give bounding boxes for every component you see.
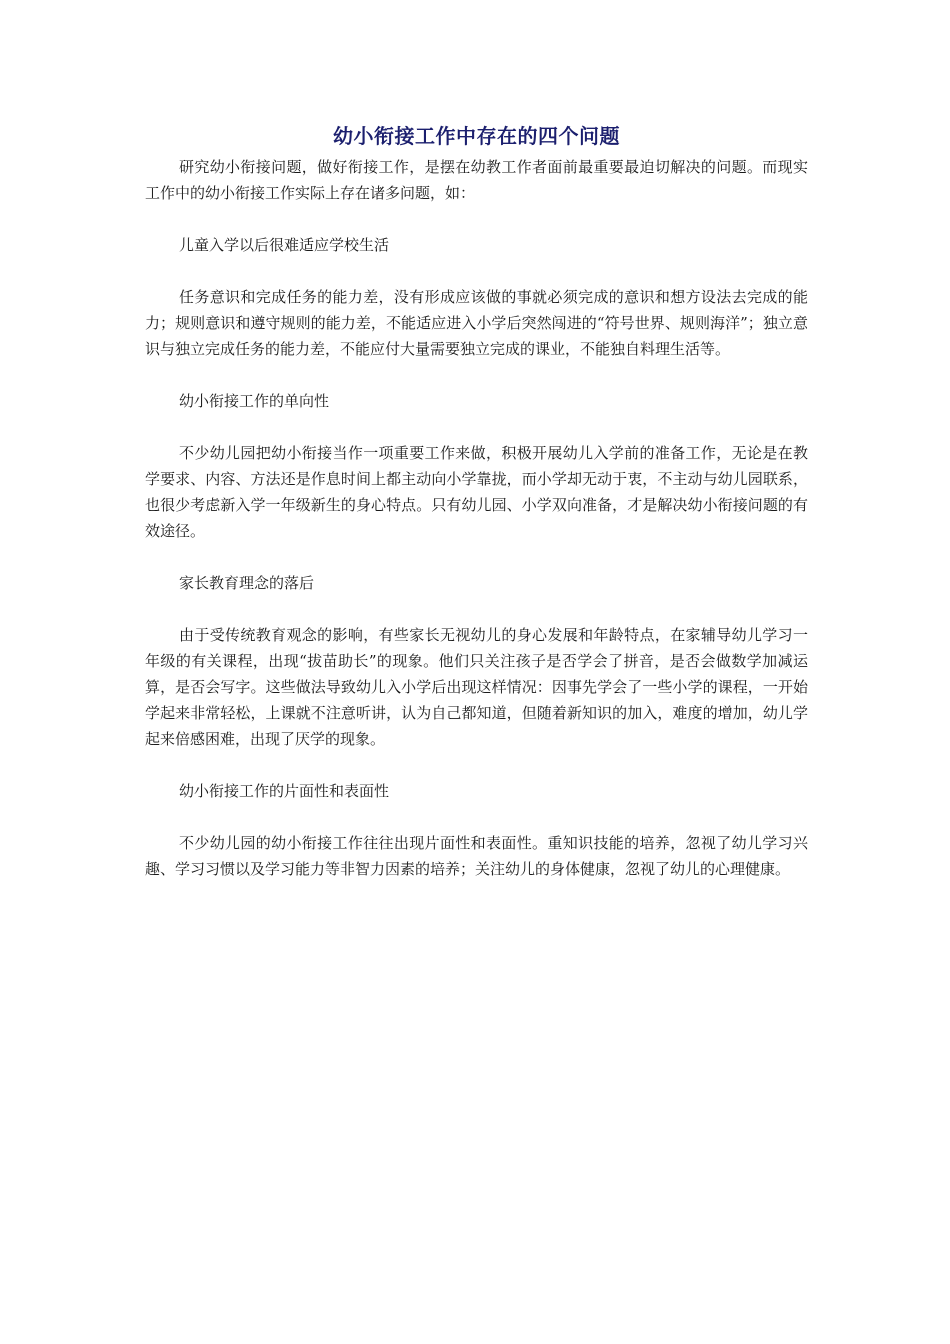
spacer	[145, 362, 808, 388]
section-body-1: 任务意识和完成任务的能力差，没有形成应该做的事就必须完成的意识和想方设法去完成的能力；规则意识和遵守规则的能力差，不能适应进入小学后突然闯进的“符号世界、规则海洋”；独立意识与独立完成任务的能力差，不能应付大量需要独立完成的课业，不能独自料理生活等。	[145, 288, 808, 358]
section-heading-2: 幼小衔接工作的单向性	[179, 392, 330, 410]
section-heading-1: 儿童入学以后很难适应学校生活	[179, 236, 390, 254]
spacer	[145, 752, 808, 778]
section-heading-4: 幼小衔接工作的片面性和表面性	[179, 782, 390, 800]
spacer	[145, 544, 808, 570]
section-body-3: 由于受传统教育观念的影响，有些家长无视幼儿的身心发展和年龄特点，在家辅导幼儿学习一年级的有关课程，出现“拔苗助长”的现象。他们只关注孩子是否学会了拼音，是否会做数学加减运算，是否会写字。这些做法导致幼儿入小学后出现这样情况：因事先学会了一些小学的课程，一开始学起来非常轻松，上课就不注意听讲，认为自己都知道，但随着新知识的加入，难度的增加，幼儿学起来倍感困难，出现了厌学的现象。	[145, 626, 808, 748]
spacer	[145, 414, 808, 440]
spacer	[145, 804, 808, 830]
section-heading-3: 家长教育理念的落后	[179, 574, 315, 592]
intro-paragraph: 研究幼小衔接问题，做好衔接工作，是摆在幼教工作者面前最重要最迫切解决的问题。而现实工作中的幼小衔接工作实际上存在诸多问题，如：	[145, 158, 808, 202]
spacer	[145, 596, 808, 622]
spacer	[145, 206, 808, 232]
document-page	[145, 118, 808, 882]
section-body-4: 不少幼儿园的幼小衔接工作往往出现片面性和表面性。重知识技能的培养，忽视了幼儿学习兴趣、学习习惯以及学习能力等非智力因素的培养；关注幼儿的身体健康，忽视了幼儿的心理健康。	[145, 834, 808, 878]
spacer	[145, 258, 808, 284]
section-body-2: 不少幼儿园把幼小衔接当作一项重要工作来做，积极开展幼儿入学前的准备工作，无论是在教学要求、内容、方法还是作息时间上都主动向小学靠拢，而小学却无动于衷，不主动与幼儿园联系，也很少考虑新入学一年级新生的身心特点。只有幼儿园、小学双向准备，才是解决幼小衔接问题的有效途径。	[145, 444, 808, 540]
document-title: 幼小衔接工作中存在的四个问题	[333, 124, 620, 148]
